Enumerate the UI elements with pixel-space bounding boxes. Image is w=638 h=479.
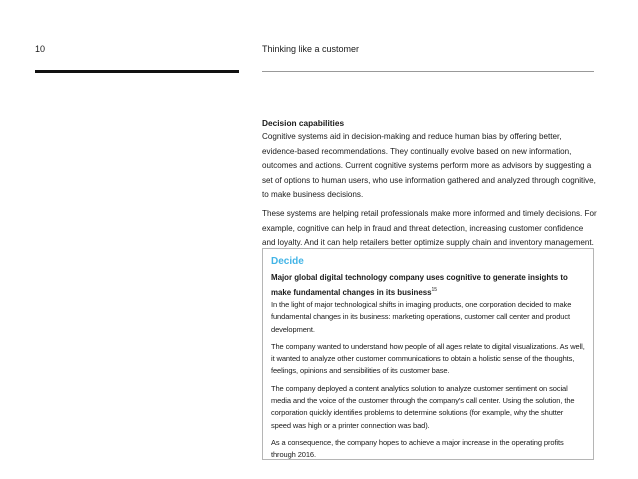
callout-title-text: Major global digital technology company uses cognitive to generate insights to make fundamental changes in its business: [271, 273, 568, 297]
callout-tag: Decide: [271, 256, 304, 267]
footnote-marker: 15: [431, 287, 438, 293]
running-head: Thinking like a customer: [262, 44, 360, 54]
callout-paragraph: In the light of major technological shifts in imaging products, one corporation decided to make fundamental changes in its business: marketing operations, customer call center and product development.: [271, 300, 572, 334]
body-paragraph: These systems are helping retail professionals make more informed and timely decisions. For example, cognitive can help in fraud and threat detection, increasing customer confidence and loyalty. And it can help retailers better optimize supply chain and inventory management.: [262, 208, 597, 248]
section-heading: Decision capabilities: [262, 118, 345, 128]
callout-paragraph: The company wanted to understand how people of all ages relate to digital visualizations. As well, it wanted to analyze other customer communications to obtain a holistic sense of the thoughts, feelings, opinions and sensibilities of its customer base.: [271, 341, 585, 376]
callout-paragraph: As a consequence, the company hopes to achieve a major increase in the operating profits through 2016.: [271, 437, 564, 460]
page-number: 10: [35, 44, 46, 54]
callout-title: [271, 272, 585, 299]
callout-paragraph: The company deployed a content analytics solution to analyze customer sentiment on social media and the voice of the customer through the company's call center. Using the solution, the corporation quickly identifies problems to determine solutions (for example, why the shutter speed was high or a printer connection was bad).: [271, 383, 575, 430]
body-column: [262, 117, 597, 255]
case-study-callout: [262, 248, 594, 460]
body-paragraph: Cognitive systems aid in decision-making and reduce human bias by offering better, evidence-based recommendations. They continually evolve based on new information, outcomes and actions. Current cognitive systems perform more as advisors by suggesting a set of options to human users, who use information gathered and analyzed through cognitive, to make business decisions.: [262, 132, 596, 200]
section-rule: [35, 70, 239, 73]
header-rule: [262, 71, 594, 72]
